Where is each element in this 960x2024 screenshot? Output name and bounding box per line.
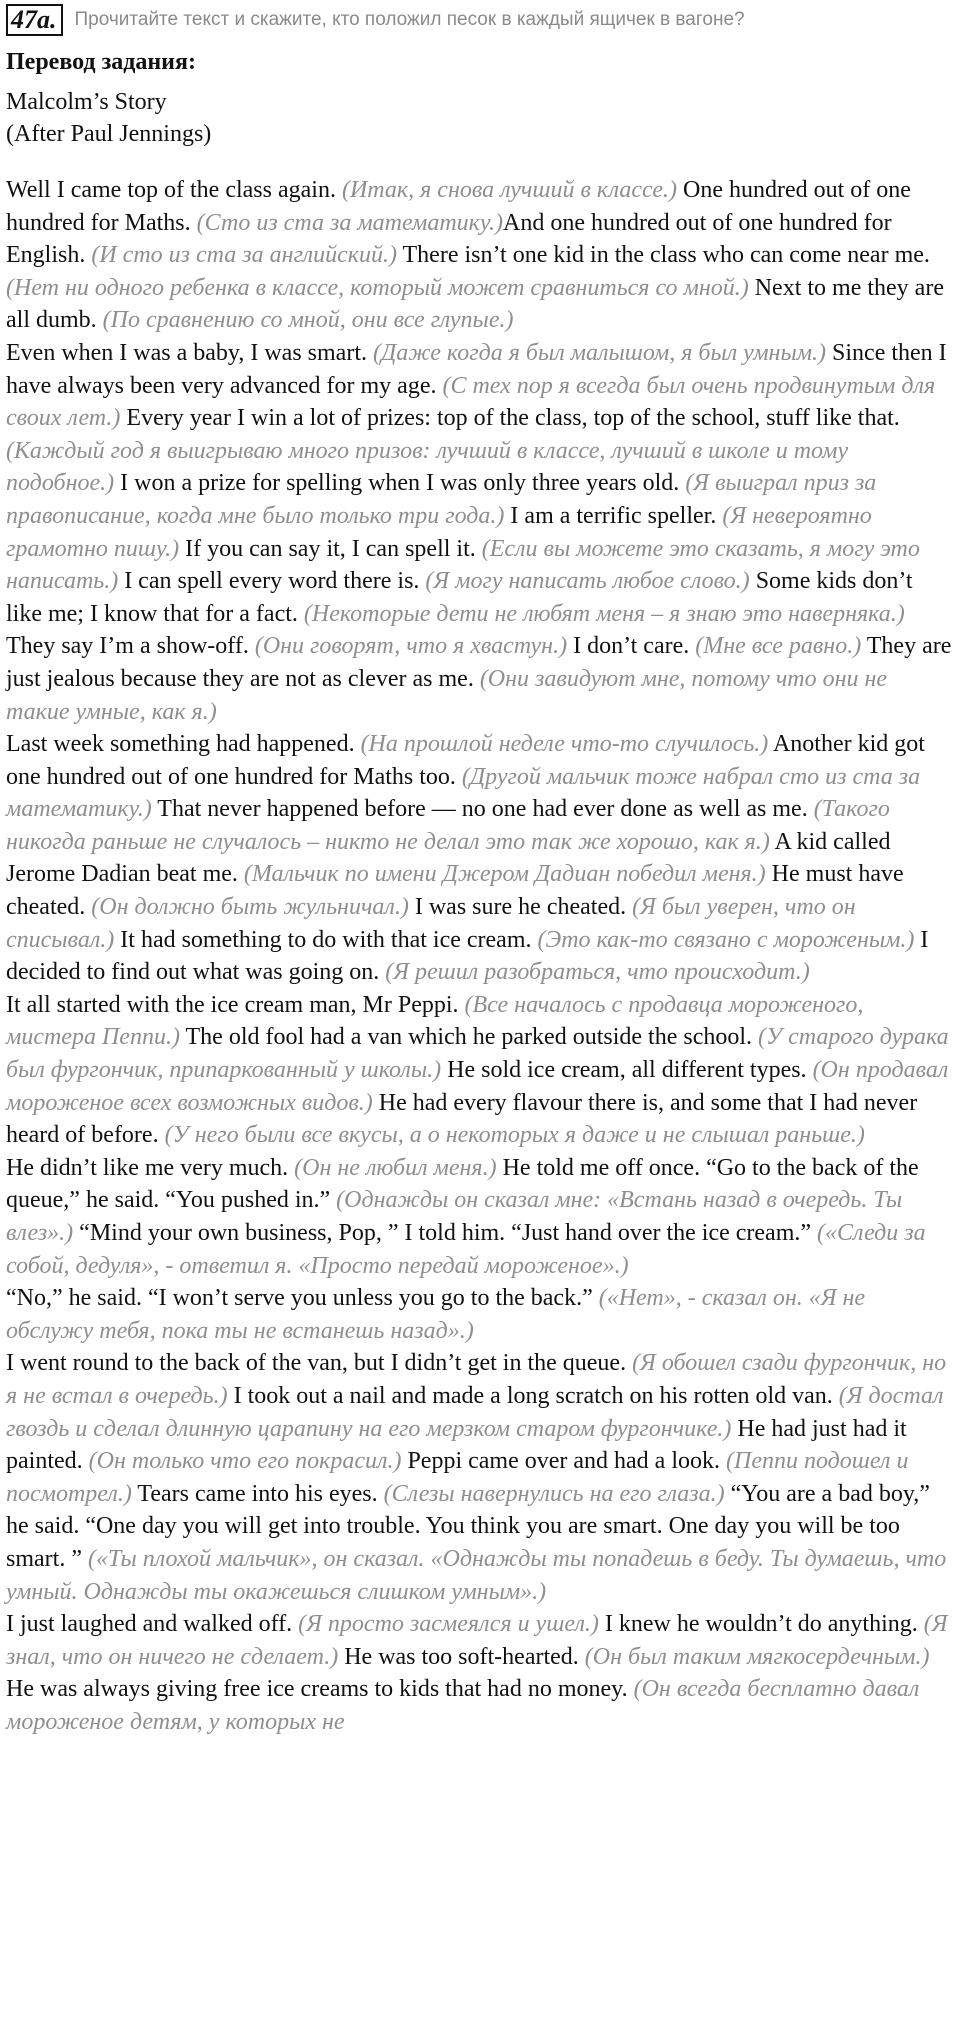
story-paragraph (6, 728, 954, 989)
russian-translation: (Они говорят, что я хвастун.) (254, 633, 568, 660)
english-sentence: Another kid got one hundred out of one hundred for Maths too. (6, 731, 925, 790)
english-sentence: Every year I win a lot of prizes: top of the class, top of the school, stuff like that. (120, 405, 900, 432)
russian-translation: (Он всегда бесплатно давал мороженое детям, у которых не (6, 1676, 920, 1735)
task-translation-title: Перевод задания: (6, 49, 196, 75)
story-title: Malcolm’s Story (6, 89, 167, 115)
english-sentence: The old fool had a van which he parked outside the school. (179, 1024, 759, 1051)
english-sentence: A kid called Jerome Dadian beat me. (6, 828, 891, 888)
english-sentence: “Mind your own business, Pop, ” I told him. “Just hand over the ice cream.” (73, 1220, 818, 1246)
russian-translation: (У старого дурака был фургончик, припаркованный у школы.) (6, 1024, 949, 1084)
english-sentence: Even when I was a baby, I was smart. (6, 339, 373, 366)
story-heading (6, 86, 954, 150)
exercise-header (6, 4, 954, 36)
english-sentence: He was always giving free ice creams to kids that had no money. (6, 1676, 634, 1703)
russian-translation: (Я достал гвоздь и сделал длинную царапину на его мерзком старом фургончике.) (6, 1382, 944, 1442)
russian-translation: (Другой мальчик тоже набрал сто из ста за математику.) (6, 763, 921, 823)
story-paragraph (6, 174, 954, 337)
english-sentence: He sold ice cream, all different types. (441, 1057, 813, 1084)
english-sentence: I just laughed and walked off. (6, 1611, 299, 1638)
russian-translation: (Я выиграл приз за правописание, когда мне было только три года.) (6, 470, 877, 529)
russian-translation: (Некоторые дети не любят меня – я знаю это наверняка.) (303, 600, 905, 627)
exercise-number: 47a. (6, 4, 63, 36)
russian-translation: (Сто из ста за математику.) (196, 209, 504, 236)
russian-translation: (Я обошел сзади фургончик, но я не встал в очередь.) (6, 1350, 947, 1409)
english-sentence: I won a prize for spelling when I was only three years old. (114, 470, 686, 497)
russian-translation: (Пеппи подошел и посмотрел.) (6, 1448, 909, 1507)
russian-translation: («Ты плохой мальчик», он сказал. «Однажды ты попадешь в беду. Ты думаешь, что умный. Однажды ты окажешься слишком умным».) (6, 1545, 947, 1605)
story-paragraph (6, 1608, 954, 1738)
english-sentence: Some kids don’t like me; I know that for a fact. (6, 568, 913, 627)
russian-translation: (Он продавал мороженое всех возможных видов.) (6, 1057, 949, 1116)
english-sentence: I took out a nail and made a long scratch on his rotten old van. (227, 1382, 839, 1409)
russian-translation: (С тех пор я всегда был очень продвинутым для своих лет.) (6, 372, 936, 432)
english-sentence: He had every flavour there is, and some that I had never heard of before. (6, 1089, 918, 1149)
russian-translation: (Такого никогда раньше не случалось – никто не делал это так же хорошо, как я.) (6, 796, 890, 855)
russian-translation: («Нет», - сказал он. «Я не обслужу тебя, пока ты не встанешь назад».) (6, 1285, 866, 1344)
english-sentence: Next to me they are all dumb. (6, 274, 944, 334)
english-sentence: He had just had it painted. (6, 1415, 907, 1475)
russian-translation: (Каждый год я выигрываю много призов: лучший в классе, лучший в школе и тому подобное.) (6, 437, 849, 497)
english-sentence: They are just jealous because they are not as clever as me. (6, 633, 952, 692)
english-sentence: I was sure he cheated. (408, 894, 633, 921)
russian-translation: (Мне все равно.) (695, 633, 862, 660)
russian-translation: (Однажды он сказал мне: «Встань назад в очередь. Ты влез».) (6, 1187, 903, 1246)
english-sentence: I don’t care. (567, 633, 696, 660)
english-sentence: One hundred out of one hundred for Maths. (6, 177, 911, 236)
russian-translation: (Он должно быть жульничал.) (91, 894, 409, 921)
russian-translation: (Они завидуют мне, потому что они не такие умные, как я.) (6, 665, 888, 725)
english-sentence: I can spell every word there is. (118, 568, 426, 595)
english-sentence: “You are a bad boy,” he said. “One day you will get into trouble. You think you are smart. One day you will be too smart. ” (6, 1480, 930, 1572)
russian-translation: (На прошлой неделе что-то случилось.) (360, 731, 769, 758)
story-paragraph (6, 337, 954, 728)
english-sentence: Well I came top of the class again. (6, 177, 342, 203)
russian-translation: (Это как-то связано с мороженым.) (537, 926, 915, 953)
english-sentence: If you can say it, I can spell it. (179, 535, 482, 562)
english-sentence: Peppi came over and had a look. (401, 1448, 726, 1475)
russian-translation: (Он только что его покрасил.) (88, 1448, 402, 1475)
english-sentence: “No,” he said. “I won’t serve you unless you go to the back.” (6, 1285, 599, 1312)
english-sentence: I am a terrific speller. (504, 502, 723, 529)
russian-translation: (И сто из ста за английский.) (91, 242, 397, 269)
russian-translation: (Я могу написать любое слово.) (425, 568, 750, 595)
russian-translation: (Мальчик по имени Джером Дадиан победил меня.) (243, 861, 766, 888)
english-sentence: He was too soft-hearted. (338, 1643, 585, 1670)
english-sentence: I decided to find out what was going on. (6, 926, 929, 986)
russian-translation: (Я был уверен, что он списывал.) (6, 894, 856, 953)
story-paragraph (6, 1152, 954, 1282)
russian-translation: (Нет ни одного ребенка в классе, который может сравниться со мной.) (6, 274, 749, 301)
story-author: (After Paul Jennings) (6, 121, 212, 147)
russian-translation: (Я просто засмеялся и ушел.) (298, 1611, 599, 1638)
english-sentence: Tears came into his eyes. (131, 1480, 384, 1507)
russian-translation: (Я знал, что он ничего не сделает.) (6, 1611, 948, 1670)
english-sentence: It all started with the ice cream man, Mr Peppi. (6, 991, 465, 1018)
story-paragraph (6, 1282, 954, 1347)
russian-translation: (Он не любил меня.) (294, 1154, 497, 1181)
english-sentence: It had something to do with that ice cream. (114, 926, 538, 953)
russian-translation: (Если вы можете это сказать, я могу это написать.) (6, 535, 920, 595)
exercise-instruction: Прочитайте текст и скажите, кто положил песок в каждый ящичек в вагоне? (74, 9, 745, 30)
russian-translation: (Я невероятно грамотно пишу.) (6, 502, 872, 562)
russian-translation: (Итак, я снова лучший в классе.) (341, 177, 677, 203)
russian-translation: (Я решил разобраться, что происходит.) (385, 959, 810, 986)
english-sentence: Since then I have always been very advanced for my age. (6, 339, 947, 399)
russian-translation: (Слезы навернулись на его глаза.) (383, 1480, 725, 1507)
english-sentence: I went round to the back of the van, but I didn’t get in the queue. (6, 1350, 633, 1377)
english-sentence: That never happened before — no one had ever done as well as me. (151, 796, 814, 823)
story-paragraph (6, 1347, 954, 1608)
english-sentence: There isn’t one kid in the class who can come near me. (396, 242, 930, 269)
english-sentence: And one hundred out of one hundred for English. (6, 209, 892, 269)
story-paragraph (6, 989, 954, 1152)
russian-translation: (По сравнению со мной, они все глупые.) (102, 307, 514, 334)
russian-translation: (Все началось с продавца мороженого, мистера Пеппи.) (6, 991, 864, 1051)
english-sentence: I knew he wouldn’t do anything. (598, 1611, 924, 1638)
english-sentence: He didn’t like me very much. (6, 1154, 295, 1181)
story-body (6, 174, 954, 1739)
english-sentence: They say I’m a show-off. (6, 633, 255, 660)
russian-translation: («Следи за собой, дедуля», - ответил я. «Просто передай мороженое».) (6, 1220, 926, 1279)
english-sentence: He must have cheated. (6, 861, 904, 921)
english-sentence: Last week something had happened. (6, 731, 361, 758)
russian-translation: (Даже когда я был малышом, я был умным.) (373, 339, 827, 366)
russian-translation: (У него были все вкусы, а о некоторых я даже и не слышал раньше.) (164, 1122, 865, 1149)
russian-translation: (Он был таким мягкосердечным.) (584, 1643, 930, 1670)
english-sentence: He told me off once. “Go to the back of the queue,” he said. “You pushed in.” (6, 1154, 919, 1214)
